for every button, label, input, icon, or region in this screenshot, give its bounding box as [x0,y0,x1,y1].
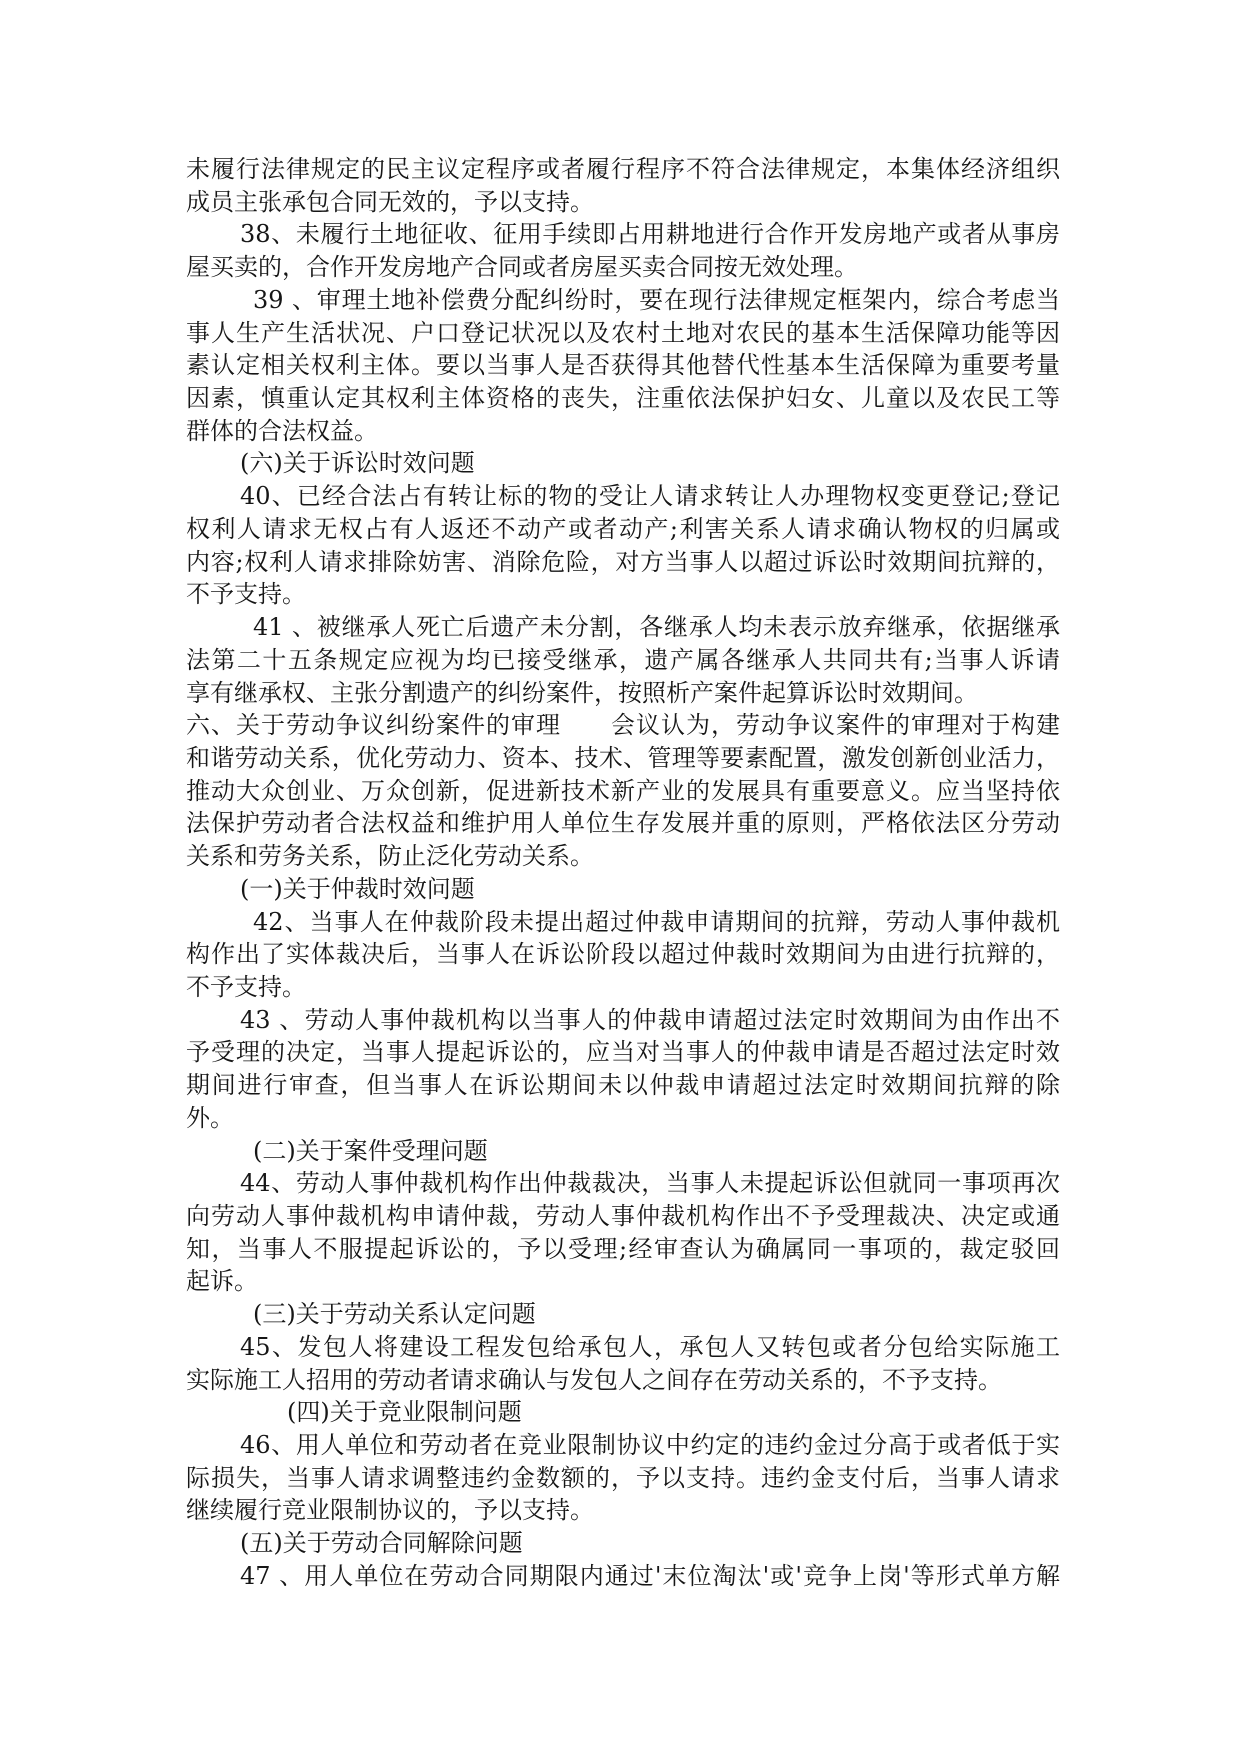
text-line: 40、已经合法占有转让标的物的受让人请求转让人办理物权变更登记;登记 [240,482,1060,511]
text-line: 素认定相关权利主体。要以当事人是否获得其他替代性基本生活保障为重要考量 [186,351,1060,380]
text-line: 法保护劳动者合法权益和维护用人单位生存发展并重的原则，严格依法区分劳动 [186,809,1060,838]
heading-line: (六)关于诉讼时效问题 [240,449,475,478]
subsection-heading [186,873,1060,906]
text-line: 向劳动人事仲裁机构申请仲裁，劳动人事仲裁机构作出不予受理裁决、决定或通 [186,1202,1060,1230]
text-line: 38、未履行土地征收、征用手续即占用耕地进行合作开发房地产或者从事房 [240,220,1060,249]
text-line: 关系和劳务关系，防止泛化劳动关系。 [186,842,594,871]
text-line: 内容;权利人请求排除妨害、消除危险，对方当事人以超过诉讼时效期间抗辩的， [186,547,1060,576]
text-line: 知，当事人不服提起诉讼的，予以受理;经审查认为确属同一事项的，裁定驳回 [186,1234,1060,1263]
text-line: 45、发包人将建设工程发包给承包人，承包人又转包或者分包给实际施工 [240,1332,1060,1361]
article-47 [186,1560,1060,1593]
article-43 [186,1004,1060,1135]
text-line: 期间进行审查，但当事人在诉讼期间未以仲裁申请超过法定时效期间抗辩的除 [186,1071,1060,1100]
text-line: 41 、被继承人死亡后遗产未分割，各继承人均未表示放弃继承，依据继承 [253,613,1060,642]
text-line: 47 、用人单位在劳动合同期限内通过'末位淘汰'或'竞争上岗'等形式单方解 [240,1561,1060,1590]
article-45 [186,1331,1060,1396]
text-line: 39 、审理土地补偿费分配纠纷时，要在现行法律规定框架内，综合考虑当 [253,285,1060,314]
text-line: 起诉。 [186,1267,258,1296]
text-line: 44、劳动人事仲裁机构作出仲裁裁决，当事人未提起诉讼但就同一事项再次 [240,1169,1060,1198]
text-line: 43 、劳动人事仲裁机构以当事人的仲裁申请超过法定时效期间为由作出不 [240,1005,1060,1034]
subsection-heading [186,1527,1060,1560]
subsection-heading [186,1396,1060,1429]
subsection-heading [186,1135,1060,1168]
text-line: 46、用人单位和劳动者在竞业限制协议中约定的违约金过分高于或者低于实 [240,1431,1060,1460]
article-39 [186,284,1060,448]
text-line: 推动大众创业、万众创新，促进新技术新产业的发展具有重要意义。应当坚持依 [186,776,1060,805]
article-44 [186,1167,1060,1298]
article-38 [186,218,1060,283]
text-line: 外。 [186,1103,234,1132]
text-line: 群体的合法权益。 [186,416,378,445]
heading-line: (五)关于劳动合同解除问题 [240,1529,523,1558]
paragraph-continued [186,153,1060,218]
text-line: 事人生产生活状况、户口登记状况以及农村土地对农民的基本生活保障功能等因 [186,318,1060,347]
text-line: 不予支持。 [186,972,306,1001]
heading-line: (一)关于仲裁时效问题 [240,874,475,903]
article-40 [186,480,1060,611]
article-42 [186,906,1060,1004]
article-41 [186,611,1060,709]
subsection-heading [186,1298,1060,1331]
text-line: 未履行法律规定的民主议定程序或者履行程序不符合法律规定，本集体经济组织 [186,155,1060,183]
text-line: 法第二十五条规定应视为均已接受继承，遗产属各继承人共同共有;当事人诉请 [186,645,1060,674]
text-line: 和谐劳动关系，优化劳动力、资本、技术、管理等要素配置，激发创新创业活力， [186,743,1060,772]
heading-line: (二)关于案件受理问题 [253,1136,488,1165]
text-line: 构作出了实体裁决后，当事人在诉讼阶段以超过仲裁时效期间为由进行抗辩的， [186,940,1060,969]
text-line: 予受理的决定，当事人提起诉讼的，应当对当事人的仲裁申请是否超过法定时效 [186,1038,1060,1067]
subsection-heading [186,447,1060,480]
heading-line: (三)关于劳动关系认定问题 [253,1300,536,1329]
text-line: 实际施工人招用的劳动者请求确认与发包人之间存在劳动关系的，不予支持。 [186,1365,1002,1394]
text-line: 因素，慎重认定其权利主体资格的丧失，注重依法保护妇女、儿童以及农民工等 [186,384,1060,413]
text-line: 六、关于劳动争议纠纷案件的审理 会议认为，劳动争议案件的审理对于构建 [186,711,1060,740]
text-line: 继续履行竞业限制协议的，予以支持。 [186,1496,594,1525]
text-line: 际损失，当事人请求调整违约金数额的，予以支持。违约金支付后，当事人请求 [186,1463,1060,1492]
section-paragraph [186,709,1060,873]
heading-line: (四)关于竞业限制问题 [287,1398,522,1427]
article-46 [186,1429,1060,1527]
text-line: 42、当事人在仲裁阶段未提出超过仲裁申请期间的抗辩，劳动人事仲裁机 [253,907,1060,936]
text-line: 享有继承权、主张分割遗产的纠纷案件，按照析产案件起算诉讼时效期间。 [186,678,978,707]
text-line: 不予支持。 [186,580,306,609]
text-line: 成员主张承包合同无效的，予以支持。 [186,187,594,216]
text-line: 屋买卖的，合作开发房地产合同或者房屋买卖合同按无效处理。 [186,253,858,282]
document-body [186,153,1060,1593]
text-line: 权利人请求无权占有人返还不动产或者动产;利害关系人请求确认物权的归属或 [186,514,1060,543]
